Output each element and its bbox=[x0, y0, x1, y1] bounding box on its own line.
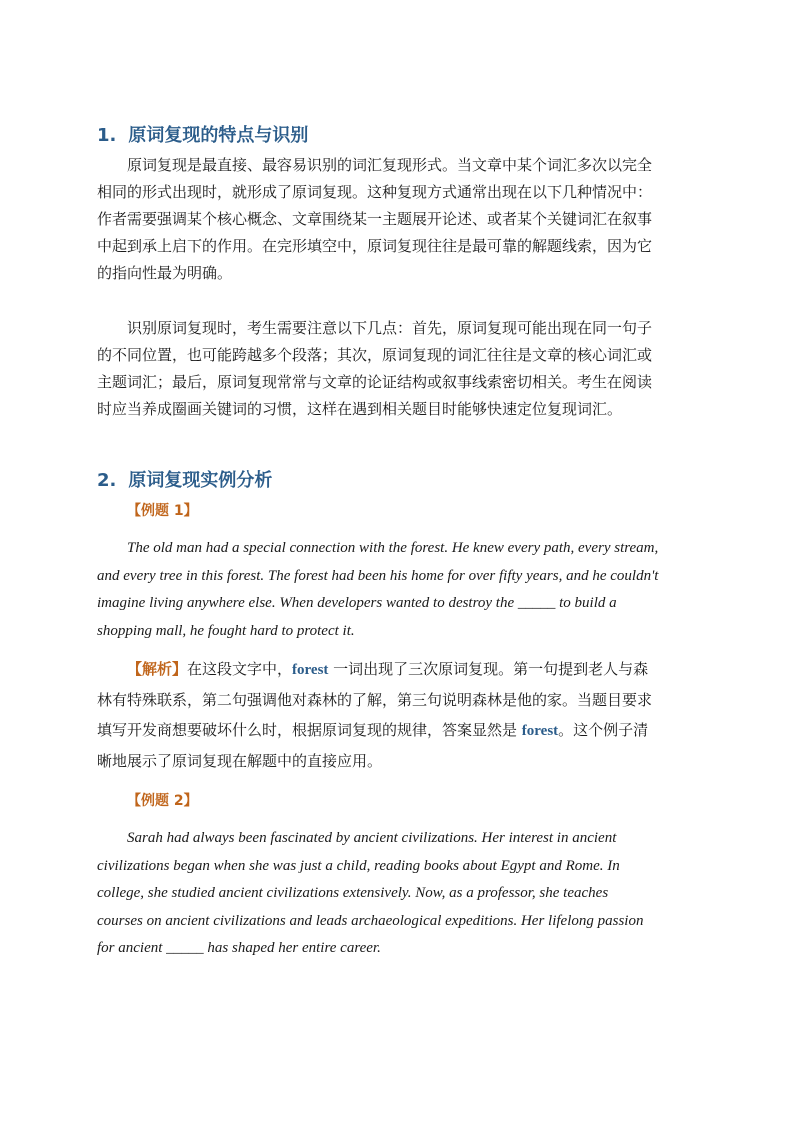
example-1-passage bbox=[97, 535, 697, 645]
section-1-paragraph-2 bbox=[97, 315, 697, 423]
text-line: 原词复现是最直接、最容易识别的词汇复现形式。当文章中某个词汇多次以完全 bbox=[127, 156, 653, 174]
passage-line: for ancient _____ has shaped her entire career. bbox=[97, 940, 381, 956]
keyword-forest: forest bbox=[521, 723, 559, 739]
passage-line: and every tree in this forest. The forest had been his home for over fifty years, and he couldn't bbox=[97, 567, 659, 584]
analysis-text: 在这段文字中， bbox=[187, 660, 293, 678]
text-line: 识别原词复现时，考生需要注意以下几点：首先，原词复现可能出现在同一句子 bbox=[127, 319, 653, 337]
passage-line: Sarah had always been fascinated by ancient civilizations. Her interest in ancient bbox=[127, 830, 617, 846]
section-2-heading bbox=[97, 466, 272, 492]
analysis-line: 林有特殊联系，第二句强调他对森林的了解，第三句说明森林是他的家。当题目要求 bbox=[97, 691, 653, 709]
analysis-line bbox=[97, 654, 697, 685]
section-1-heading bbox=[97, 121, 308, 147]
analysis-line bbox=[97, 715, 697, 746]
text-line: 的指向性最为明确。 bbox=[97, 264, 233, 282]
section-2-title: 原词复现实例分析 bbox=[128, 470, 273, 491]
analysis-line: 晰地展示了原词复现在解题中的直接应用。 bbox=[97, 752, 383, 770]
section-1-number: 1. bbox=[97, 125, 117, 146]
example-1-label: 【例题 1】 bbox=[127, 503, 198, 519]
text-line: 时应当养成圈画关键词的习惯，这样在遇到相关题目时能够快速定位复现词汇。 bbox=[97, 400, 623, 418]
section-2-number: 2. bbox=[97, 470, 117, 491]
text-line: 相同的形式出现时，就形成了原词复现。这种复现方式通常出现在以下几种情况中： bbox=[97, 183, 653, 201]
example-2-label: 【例题 2】 bbox=[127, 793, 198, 809]
passage-line: college, she studied ancient civilizations extensively. Now, as a professor, she teaches bbox=[97, 885, 609, 901]
text-line: 主题词汇；最后，原词复现常常与文章的论证结构或叙事线索密切相关。考生在阅读 bbox=[97, 373, 653, 391]
analysis-tag: 【解析】 bbox=[127, 660, 188, 678]
example-2-passage bbox=[97, 825, 697, 963]
passage-line: civilizations began when she was just a child, reading books about Egypt and Rome. In bbox=[97, 857, 620, 874]
analysis-text: 一词出现了三次原词复现。第一句提到老人与森 bbox=[328, 660, 649, 678]
section-1-title: 原词复现的特点与识别 bbox=[128, 125, 309, 146]
example-1-analysis bbox=[97, 654, 697, 776]
keyword-forest: forest bbox=[292, 662, 329, 678]
text-line: 的不同位置，也可能跨越多个段落；其次，原词复现的词汇往往是文章的核心词汇或 bbox=[97, 346, 653, 364]
passage-line: shopping mall, he fought hard to protect it. bbox=[97, 622, 355, 639]
analysis-text: 填写开发商想要破坏什么时，根据原词复现的规律，答案显然是 bbox=[97, 721, 522, 739]
passage-line: courses on ancient civilizations and leads archaeological expeditions. Her lifelong passion bbox=[97, 912, 644, 929]
passage-line: imagine living anywhere else. When developers wanted to destroy the _____ to build a bbox=[97, 595, 617, 611]
passage-line: The old man had a special connection with the forest. He knew every path, every stream, bbox=[127, 540, 659, 556]
analysis-text: 。这个例子清 bbox=[558, 721, 649, 739]
text-line: 作者需要强调某个核心概念、文章围绕某一主题展开论述、或者某个关键词汇在叙事 bbox=[97, 210, 653, 228]
text-line: 中起到承上启下的作用。在完形填空中，原词复现往往是最可靠的解题线索，因为它 bbox=[97, 237, 653, 255]
section-1-paragraph-1 bbox=[97, 152, 697, 287]
